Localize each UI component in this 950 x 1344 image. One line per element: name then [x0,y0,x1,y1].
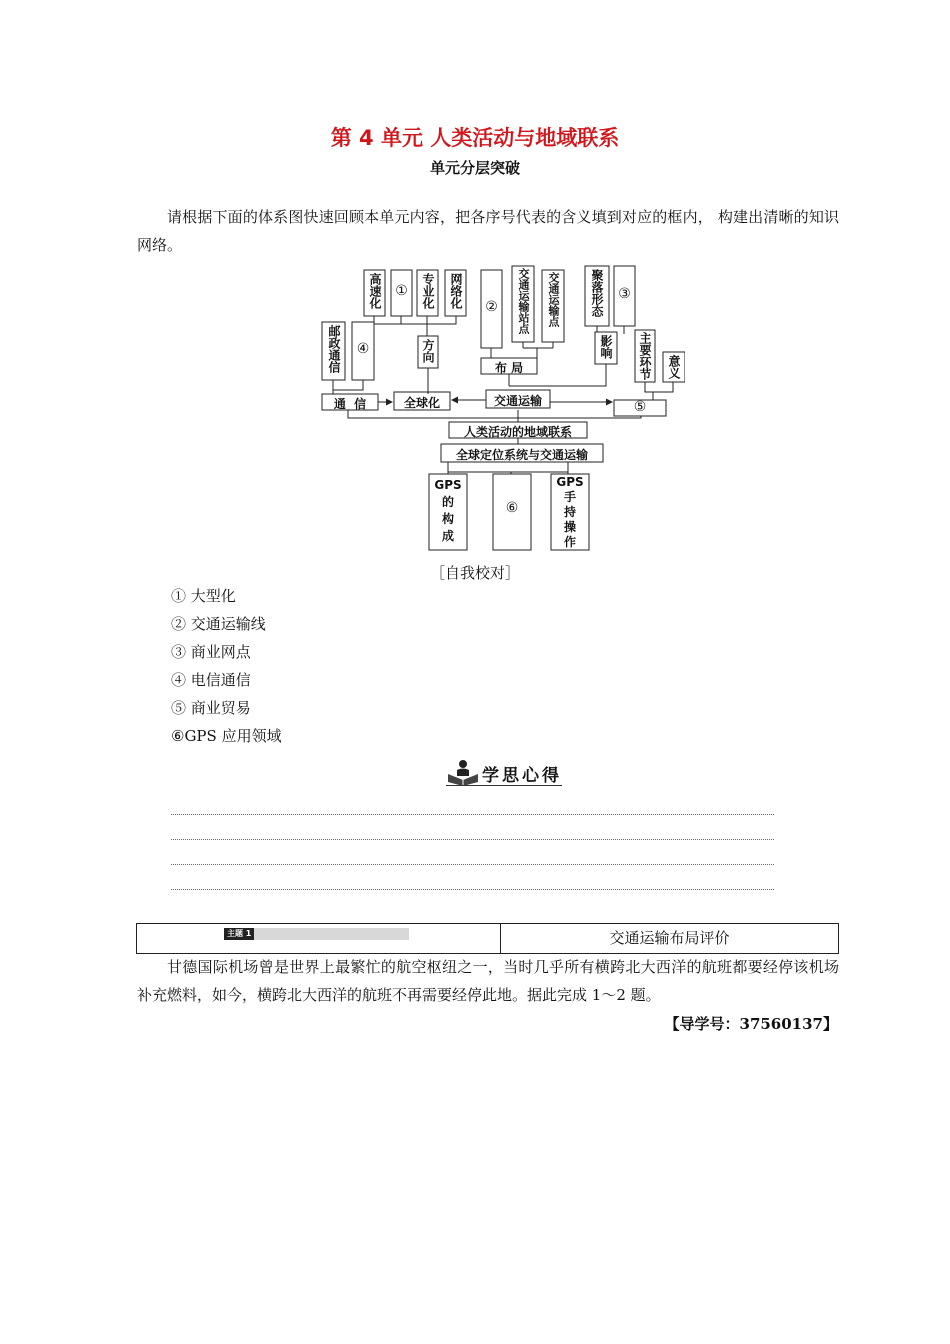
answer-item: ⑥GPS 应用领域 [171,727,282,745]
label-communication: 通 信 [333,397,367,411]
label-direction: 方向 [421,339,435,363]
label-blank-6: ⑥ [505,500,519,516]
diagram-labels [315,262,685,554]
gps-composition-line: 构 [441,512,454,526]
label-blank-1: ① [395,283,408,299]
answer-item: ① 大型化 [171,587,236,605]
label-networking: 网络化 [449,273,463,309]
label-high-speed: 高速化 [368,273,382,309]
label-layout: 布 局 [494,361,524,375]
gps-composition-line: GPS [434,478,462,492]
label-human-activity: 人类活动的地域联系 [463,425,572,439]
study-notes-header [446,758,562,788]
note-line [171,839,774,840]
page-subtitle: 单元分层突破 [429,159,520,177]
label-blank-4: ④ [356,341,370,357]
label-blank-3: ③ [618,286,631,302]
label-postal: 邮政通信 [327,325,341,373]
gps-handheld-line: 操 [563,520,576,534]
gps-composition-line: 成 [441,529,454,543]
answer-item: ⑤ 商业贸易 [171,699,251,717]
answer-item: ④ 电信通信 [171,671,251,689]
topic-header-table [136,923,839,954]
topic-badge [224,928,409,940]
answer-item: ② 交通运输线 [171,615,266,633]
label-stations: 交通运输站点 [517,268,530,334]
label-gps-composition [429,477,467,545]
label-gps-transport: 全球定位系统与交通运输 [455,448,588,462]
label-globalization: 全球化 [403,396,440,410]
note-line [171,889,774,890]
label-transport: 交通运输 [493,394,542,408]
topic-title: 交通运输布局评价 [609,929,730,947]
label-main-links: 主要环节 [638,332,652,380]
passage-paragraph: 甘德国际机场曾是世界上最繁忙的航空枢纽之一，当时几乎所有横跨北大西洋的航班都要经停该机场补充燃料，如今，横跨北大西洋的航班不再需要经停此地。据此完成 1～2 题。 [137,958,839,1004]
study-notes-underline [446,785,562,786]
page-title: 第 4 单元 人类活动与地域联系 [330,126,620,150]
label-gps-handheld [551,475,589,550]
gps-handheld-line: 手 [563,490,576,504]
label-settlement: 聚落形态 [590,269,604,317]
note-line [171,864,774,865]
label-specialization: 专业化 [421,273,435,309]
gps-handheld-line: GPS [556,475,584,489]
label-blank-2: ② [485,299,498,315]
label-lines: 交通运输点 [547,272,560,327]
gps-composition-line: 的 [441,495,454,509]
label-blank-5: ⑤ [633,399,647,415]
answer-item: ③ 商业网点 [171,643,251,661]
topic-badge-label: 主题 1 [224,928,254,940]
label-influence: 影响 [599,335,613,359]
guide-number: 【导学号：37560137】 [664,1015,838,1033]
gps-handheld-line: 持 [563,505,576,519]
intro-paragraph: 请根据下面的体系图快速回顾本单元内容，把各序号代表的含义填到对应的框内， 构建出清晰的知识网络。 [137,208,839,254]
self-check-heading: ［自我校对］ [429,564,520,582]
note-line [171,814,774,815]
label-significance: 意义 [667,355,681,379]
reading-person-icon [446,758,480,786]
study-notes-label: 学思心得 [482,766,562,786]
gps-handheld-line: 作 [563,535,576,549]
